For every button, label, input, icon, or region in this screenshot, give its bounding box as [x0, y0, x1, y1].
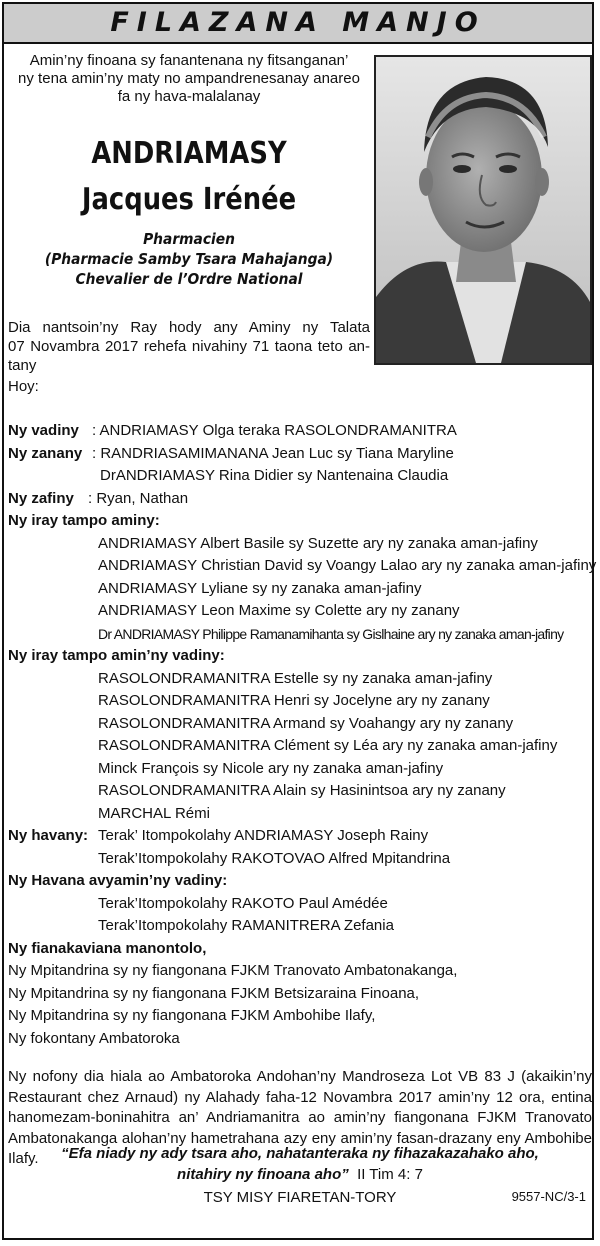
list-item: ANDRIAMASY Leon Maxime sy Colette ary ny zanany	[98, 602, 460, 619]
family-label: Ny vadiny	[8, 422, 79, 439]
list-item: Ny fokontany Ambatoroka	[8, 1029, 180, 1047]
honor-title: Chevalier de l’Ordre National	[75, 270, 303, 288]
hoy-label: Hoy:	[8, 378, 39, 395]
list-item: ANDRIAMASY Christian David sy Voangy Lalao ary ny zanaka aman-jafiny	[98, 557, 597, 574]
intro-line: fa ny hava-malalanay	[117, 88, 261, 105]
family-row-zafiny	[8, 488, 592, 511]
list-item: RASOLONDRAMANITRA Henri sy Jocelyne ary ny zanany	[98, 692, 490, 709]
family-value: DrANDRIAMASY Rina Didier sy Nantenaina Claudia	[100, 467, 449, 484]
list-item: RASOLONDRAMANITRA Clément sy Léa ary ny zanaka aman-jafiny	[98, 737, 558, 754]
death-notice-line: Dia nantsoin’ny Ray hody any Aminy ny Talata	[8, 319, 370, 336]
portrait-photo	[374, 55, 592, 365]
family-value: : Ryan, Nathan	[88, 489, 189, 507]
family-label: Ny fianakaviana manontolo,	[8, 939, 207, 957]
list-item: Dr ANDRIAMASY Philippe Ramanamihanta sy Gislhaine ary ny zanaka aman-jafiny	[98, 625, 564, 642]
bible-verse	[8, 1143, 592, 1185]
notice-code: 9557-NC/3-1	[511, 1189, 586, 1204]
family-label: Ny zafiny	[8, 489, 74, 507]
list-item: ANDRIAMASY Albert Basile sy Suzette ary ny zanaka aman-jafiny	[98, 534, 538, 552]
list-item: RASOLONDRAMANITRA Armand sy Voahangy ary ny zanany	[98, 714, 514, 732]
footer-notice: TSY MISY FIARETAN-TORY	[203, 1189, 397, 1206]
deceased-given-names: Jacques Irénée	[81, 182, 297, 217]
verse-line: “Efa niady ny ady tsara aho, nahatanteraka ny fihazakazahako aho,	[61, 1145, 539, 1162]
list-item: Terak’Itompokolahy RAMANITRERA Zefania	[98, 917, 394, 934]
list-item: Minck François sy Nicole ary ny zanaka aman-jafiny	[98, 759, 444, 777]
profession: Pharmacien	[143, 230, 235, 248]
death-notice	[8, 318, 370, 375]
family-label: Ny zanany	[8, 444, 83, 462]
family-row-havany	[8, 825, 592, 848]
list-item: Ny Mpitandrina sy ny fiangonana FJKM Betsizaraina Finoana,	[8, 984, 420, 1002]
pharmacy-name: (Pharmacie Samby Tsara Mahajanga)	[44, 250, 334, 268]
list-item: MARCHAL Rémi	[98, 804, 210, 822]
family-row-zanany-2	[8, 465, 592, 488]
list-item: Terak’Itompokolahy RAKOTOVAO Alfred Mpitandrina	[98, 849, 451, 867]
list-item: Ny Mpitandrina sy ny fiangonana FJKM Ambohibe Ilafy,	[8, 1007, 376, 1024]
family-list	[8, 420, 597, 1050]
family-value: : ANDRIAMASY Olga teraka RASOLONDRAMANITRA	[92, 422, 457, 439]
deceased-titles	[10, 229, 368, 289]
list-item: Ny Mpitandrina sy ny fiangonana FJKM Tranovato Ambatonakanga,	[8, 962, 458, 979]
family-label: Ny iray tampo amin’ny vadiny:	[8, 647, 225, 664]
death-notice-line: 07 Novambra 2017 rehefa nivahiny 71 taona teto an-tany	[8, 338, 370, 374]
verse-line: nitahiry ny finoana aho”	[177, 1166, 349, 1183]
intro-line: Amin’ny finoana sy fanantenana ny fitsanganan’	[29, 52, 349, 69]
list-item: RASOLONDRAMANITRA Estelle sy ny zanaka aman-jafiny	[98, 669, 493, 687]
verse-reference: II Tim 4: 7	[357, 1166, 423, 1183]
deceased-surname: ANDRIAMASY	[91, 136, 287, 171]
banner-title: FILAZANA MANJO	[4, 4, 592, 44]
family-row-zanany	[8, 443, 592, 466]
list-item: ANDRIAMASY Lyliane sy ny zanaka aman-jafiny	[98, 579, 422, 597]
family-value: Terak’ Itompokolahy ANDRIAMASY Joseph Rainy	[98, 827, 429, 844]
list-item: RASOLONDRAMANITRA Alain sy Hasinintsoa ary ny zanany	[98, 782, 506, 799]
intro-text	[10, 52, 368, 106]
list-item: Terak’Itompokolahy RAKOTO Paul Amédée	[98, 894, 388, 912]
family-row-vady	[8, 420, 592, 443]
funeral-details: Ny nofony dia hiala ao Ambatoroka Andohan’ny Mandroseza Lot VB 83 J (akaikin’ny Restaurant chez Arnaud) ny Alahady faha-12 Novambra 2017 amin’ny 12 ora, entina hanomezam-boninahitra an’ Andriamanitra ao amin’ny fiangonana FJKM Tranovato Ambatonakanga alohan’ny hametrahana azy eny amin’ny fasan-drazany eny Ambohibe Ilafy.	[8, 1068, 592, 1167]
footer	[8, 1189, 592, 1211]
family-value: : RANDRIASAMIMANANA Jean Luc sy Tiana Maryline	[92, 444, 454, 462]
family-label: Ny havany:	[8, 827, 89, 844]
family-label: Ny iray tampo aminy:	[8, 512, 160, 529]
family-label: Ny Havana avyamin’ny vadiny:	[8, 872, 228, 889]
intro-line: ny tena amin’ny maty no ampandrenesanay anareo	[18, 70, 360, 87]
